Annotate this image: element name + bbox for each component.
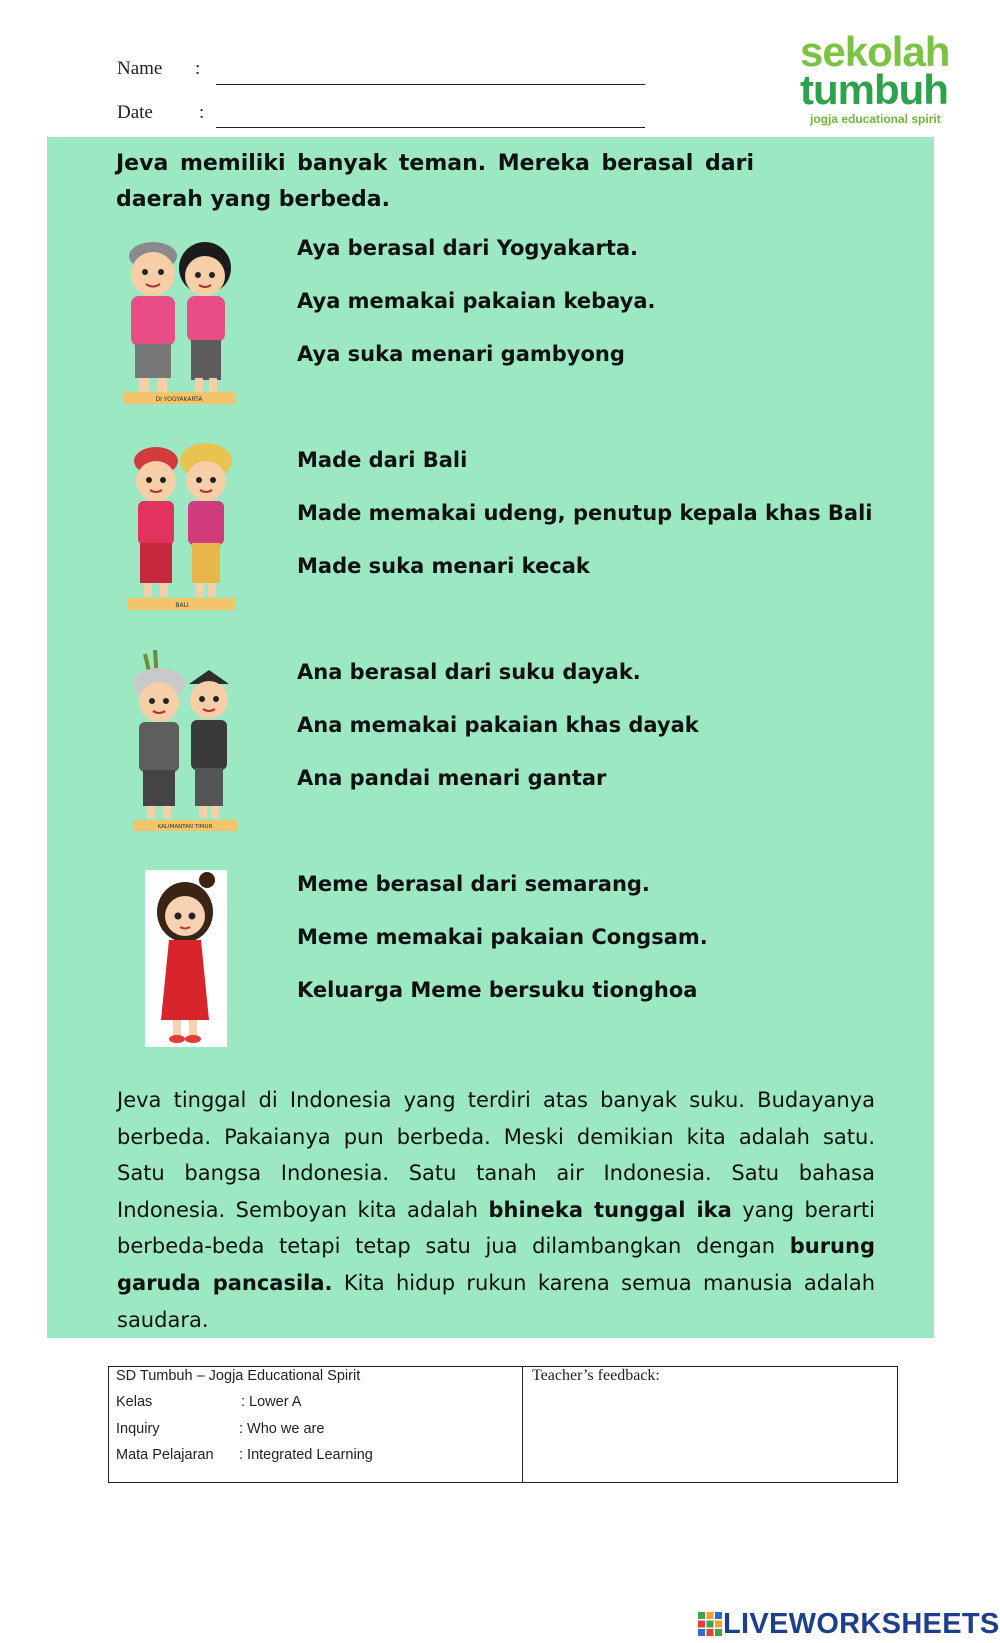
para-bold-bhineka: bhineka tunggal ika bbox=[488, 1197, 732, 1222]
logo-line2: tumbuh bbox=[800, 66, 948, 113]
intro-text: Jeva memiliki banyak teman. Mereka berasal dari daerah yang berbeda. bbox=[116, 151, 754, 212]
para-part1: Jeva tinggal di Indonesia yang terdiri atas banyak suku. Budayanya berbeda. Pakaianya pun berbeda. Meski demikian kita adalah satu. Satu bangsa Indonesia. Satu tanah air Indonesia. Satu bahasa Indonesia. Semboyan kita adalah bbox=[117, 1088, 875, 1222]
footer-inquiry-label: Inquiry bbox=[116, 1421, 160, 1437]
row3-line3: Ana pandai menari gantar bbox=[297, 766, 607, 790]
bali-children-illustration bbox=[122, 443, 242, 613]
footer-inquiry-value: : Who we are bbox=[239, 1421, 325, 1437]
para-part3: Kita hidup rukun karena semua manusia adalah saudara. bbox=[117, 1270, 875, 1332]
row1-line3: Aya suka menari gambyong bbox=[297, 342, 625, 366]
para-part2: yang berarti berbeda-beda tetapi tetap satu jua dilambangkan dengan bbox=[117, 1197, 875, 1259]
caption-kalimantan: KALIMANTAN TIMUR bbox=[157, 824, 213, 830]
cheongsam-girl-illustration bbox=[145, 870, 227, 1047]
row2-line3: Made suka menari kecak bbox=[297, 554, 590, 578]
row1-line2: Aya memakai pakaian kebaya. bbox=[297, 289, 656, 313]
row2-line2: Made memakai udeng, penutup kepala khas Bali bbox=[297, 501, 873, 525]
row2-line1: Made dari Bali bbox=[297, 448, 468, 472]
caption-bali: BALI bbox=[175, 602, 189, 609]
row3-line1: Ana berasal dari suku dayak. bbox=[297, 660, 641, 684]
footer-mapel-value: : Integrated Learning bbox=[239, 1447, 373, 1463]
footer-kelas-label: Kelas bbox=[116, 1394, 153, 1410]
name-field[interactable] bbox=[216, 84, 645, 85]
liveworksheets-watermark bbox=[697, 1609, 1000, 1639]
logo-tagline: jogja educational spirit bbox=[810, 112, 941, 126]
date-field[interactable] bbox=[216, 127, 645, 128]
footer-kelas-value: : Lower A bbox=[241, 1394, 302, 1410]
liveworksheets-text: LIVEWORKSHEETS bbox=[723, 1607, 1000, 1640]
date-label: Date bbox=[117, 102, 153, 123]
name-colon: : bbox=[195, 58, 201, 79]
footer-mapel-label: Mata Pelajaran bbox=[116, 1447, 214, 1463]
para-bold-garuda: burung garuda pancasila. bbox=[117, 1234, 875, 1295]
date-colon: : bbox=[199, 102, 205, 123]
row4-line2: Meme memakai pakaian Congsam. bbox=[297, 925, 708, 949]
liveworksheets-logo-icon bbox=[697, 1611, 723, 1637]
row4-line3: Keluarga Meme bersuku tionghoa bbox=[297, 978, 698, 1002]
row4-line1: Meme berasal dari semarang. bbox=[297, 872, 650, 896]
yogyakarta-children-illustration bbox=[113, 238, 243, 408]
footer-school: SD Tumbuh – Jogja Educational Spirit bbox=[116, 1368, 361, 1384]
caption-yogyakarta: DI YOGYAKARTA bbox=[155, 396, 203, 403]
row3-line2: Ana memakai pakaian khas dayak bbox=[297, 713, 699, 737]
row1-line1: Aya berasal dari Yogyakarta. bbox=[297, 236, 639, 260]
teacher-feedback-label: Teacher’s feedback: bbox=[532, 1367, 660, 1384]
sekolah-tumbuh-logo bbox=[800, 30, 960, 130]
logo-line1: sekolah bbox=[800, 28, 950, 75]
closing-paragraph bbox=[117, 1082, 875, 1338]
dayak-children-illustration bbox=[125, 650, 245, 835]
name-label: Name bbox=[117, 58, 163, 79]
footer-divider bbox=[522, 1366, 523, 1483]
